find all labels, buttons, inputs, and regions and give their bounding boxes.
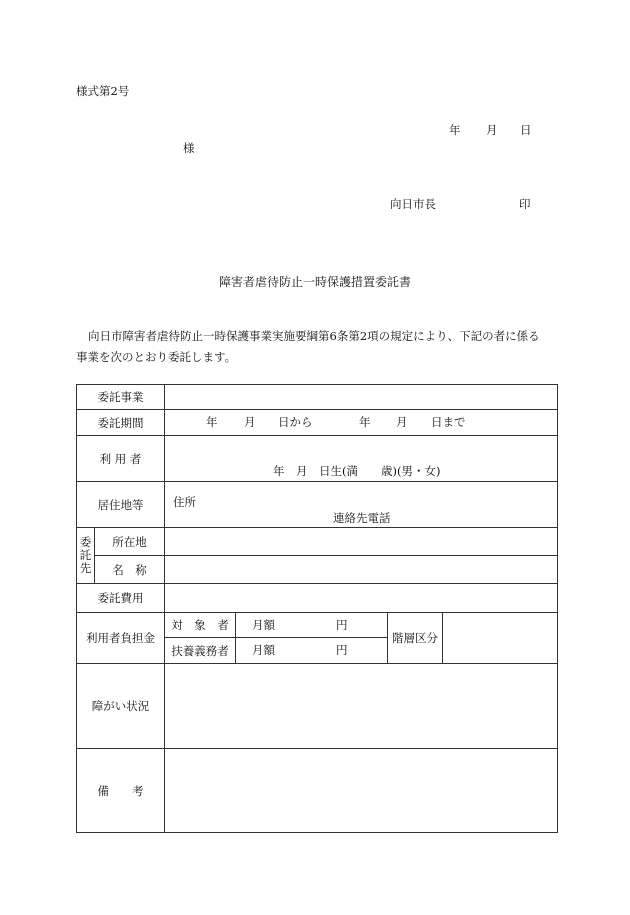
name-label: 名 称: [95, 556, 165, 584]
guardian-monthly-label: 月額: [252, 643, 275, 657]
user-field[interactable]: [165, 436, 558, 482]
residence-label: 居住地等: [77, 482, 165, 528]
phone-label: 連絡先電話: [333, 511, 391, 525]
intro-line-2: 事業を次のとおり委託します。: [76, 350, 237, 364]
subject-monthly-label: 月額: [252, 618, 275, 632]
user-label: 利 用 者: [77, 436, 165, 482]
location-field[interactable]: [165, 528, 558, 556]
fee-field[interactable]: [165, 584, 558, 613]
user-birth-line: 年 月 日生(満 歳)(男・女): [273, 464, 441, 478]
contractor-char-2: 託: [79, 547, 92, 562]
project-label: 委託事業: [77, 385, 165, 410]
row-location: [77, 528, 558, 556]
row-fee: [77, 584, 558, 613]
period-field[interactable]: [165, 410, 558, 436]
subject-monthly-field[interactable]: [236, 613, 388, 638]
guardian-monthly-field[interactable]: [236, 638, 388, 664]
period-to-year: 年: [359, 415, 371, 429]
contractor-group-label: [77, 528, 95, 584]
date-day-label: 日: [520, 123, 532, 137]
period-label: 委託期間: [77, 410, 165, 436]
project-field[interactable]: [165, 385, 558, 410]
guardian-yen-label: 円: [336, 643, 348, 657]
remarks-label: 備 考: [77, 749, 165, 833]
row-disability: [77, 664, 558, 749]
period-from-year: 年: [206, 415, 218, 429]
consignment-form-table: [76, 384, 558, 833]
row-residence: [77, 482, 558, 528]
row-project: [77, 385, 558, 410]
bracket-field[interactable]: [443, 613, 558, 664]
row-period: [77, 410, 558, 436]
period-from-day: 日から: [278, 415, 313, 429]
disability-field[interactable]: [165, 664, 558, 749]
intro-line-1: 向日市障害者虐待防止一時保護事業実施要綱第6条第2項の規定により、下記の者に係る: [88, 329, 540, 343]
subject-yen-label: 円: [336, 618, 348, 632]
period-from-month: 月: [244, 415, 256, 429]
date-year-label: 年: [449, 123, 461, 137]
residence-field[interactable]: [165, 482, 558, 528]
period-to-day: 日まで: [431, 415, 466, 429]
row-burden-subject: [77, 613, 558, 638]
date-month-label: 月: [486, 123, 498, 137]
row-remarks: [77, 749, 558, 833]
form-number: 様式第2号: [76, 84, 130, 98]
remarks-field[interactable]: [165, 749, 558, 833]
disability-label: 障がい状況: [77, 664, 165, 749]
contractor-char-3: 先: [79, 561, 92, 576]
row-name: [77, 556, 558, 584]
subject-label: 対 象 者: [165, 613, 236, 638]
guardian-label: 扶養義務者: [165, 638, 236, 664]
period-to-month: 月: [396, 415, 408, 429]
burden-label: 利用者負担金: [77, 613, 165, 664]
name-field[interactable]: [165, 556, 558, 584]
addressee-suffix: 様: [183, 141, 195, 155]
contractor-char-1: 委: [79, 534, 92, 549]
address-label: 住所: [173, 495, 196, 509]
row-user: [77, 436, 558, 482]
document-title: 障害者虐待防止一時保護措置委託書: [218, 275, 411, 289]
issuer-name: 向日市長: [390, 197, 436, 211]
fee-label: 委託費用: [77, 584, 165, 613]
bracket-label: 階層区分: [388, 613, 443, 664]
seal-mark: 印: [519, 197, 531, 211]
location-label: 所在地: [95, 528, 165, 556]
